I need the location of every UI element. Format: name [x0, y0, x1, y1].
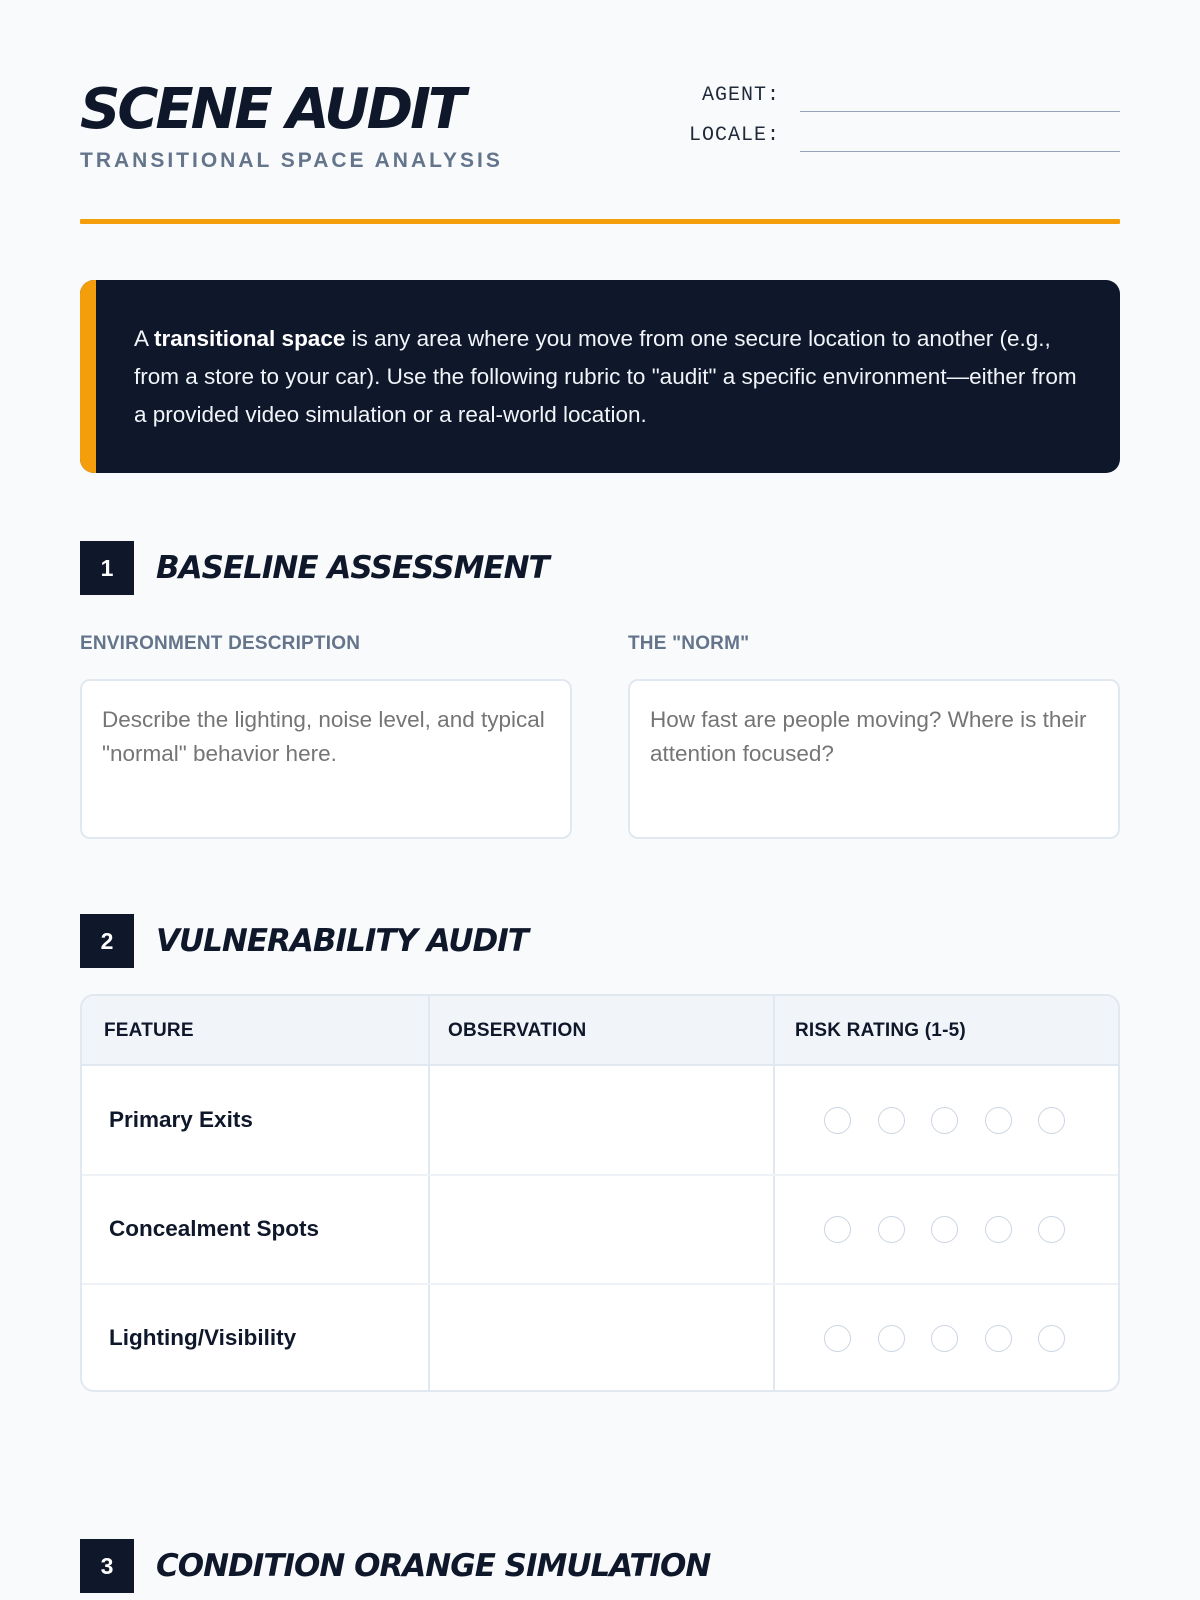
rating-radio-2[interactable]: [878, 1325, 905, 1352]
risk-rating-group: [824, 1066, 1065, 1174]
agent-label: AGENT:: [701, 84, 780, 107]
column-header-observation: OBSERVATION: [448, 1020, 587, 1041]
rating-radio-5[interactable]: [1038, 1325, 1065, 1352]
feature-label: Concealment Spots: [109, 1216, 320, 1241]
locale-row: [680, 120, 1120, 160]
section-number-badge: 3: [80, 1539, 134, 1593]
rating-radio-5[interactable]: [1038, 1107, 1065, 1134]
agent-row: [680, 80, 1120, 120]
rating-radio-4[interactable]: [985, 1325, 1012, 1352]
agent-locale-fields: [680, 80, 1120, 160]
observation-cell[interactable]: [428, 1175, 768, 1283]
vulnerability-table: [80, 994, 1120, 1392]
norm-field: [628, 633, 1120, 655]
environment-description-input[interactable]: [80, 679, 572, 839]
rating-radio-1[interactable]: [824, 1325, 851, 1352]
feature-label: Lighting/Visibility: [109, 1325, 297, 1350]
rating-radio-4[interactable]: [985, 1107, 1012, 1134]
rating-radio-3[interactable]: [931, 1325, 958, 1352]
rating-radio-3[interactable]: [931, 1216, 958, 1243]
field-label: THE "NORM": [628, 633, 750, 654]
worksheet-header: [80, 77, 1120, 230]
section-vulnerability-header: [80, 914, 528, 968]
page-title: SCENE AUDIT: [80, 77, 464, 142]
section-number-badge: 2: [80, 914, 134, 968]
risk-rating-group: [824, 1284, 1065, 1392]
section-baseline-header: [80, 541, 549, 595]
header-divider: [80, 219, 1120, 224]
section-condition-orange-header: [80, 1539, 710, 1593]
table-row: [82, 1175, 1118, 1283]
rating-radio-2[interactable]: [878, 1216, 905, 1243]
norm-input[interactable]: [628, 679, 1120, 839]
rating-radio-2[interactable]: [878, 1107, 905, 1134]
section-number-badge: 1: [80, 541, 134, 595]
section-title: BASELINE ASSESSMENT: [156, 550, 549, 586]
rating-radio-5[interactable]: [1038, 1216, 1065, 1243]
environment-description-field: [80, 633, 572, 655]
rating-radio-1[interactable]: [824, 1107, 851, 1134]
table-row: [82, 1284, 1118, 1392]
intro-body: is any area where you move from one secure location to another (e.g., from a store to your car). Use the following rubric to "audit" a specific environment—either from a provided video simulation or a real-world location.: [134, 326, 1077, 427]
intro-text: [134, 320, 1080, 434]
risk-rating-group: [824, 1175, 1065, 1283]
rating-radio-4[interactable]: [985, 1216, 1012, 1243]
agent-field[interactable]: [800, 111, 1120, 112]
column-header-risk-rating: RISK RATING (1-5): [795, 1020, 966, 1041]
table-row: [82, 1066, 1118, 1174]
rating-radio-1[interactable]: [824, 1216, 851, 1243]
observation-cell[interactable]: [428, 1066, 768, 1174]
section-title: CONDITION ORANGE SIMULATION: [156, 1548, 711, 1584]
locale-label: LOCALE:: [688, 124, 780, 147]
locale-field[interactable]: [800, 151, 1120, 152]
feature-label: Primary Exits: [109, 1107, 253, 1132]
intro-card: [80, 280, 1120, 473]
rating-radio-3[interactable]: [931, 1107, 958, 1134]
intro-prefix: A: [134, 326, 155, 351]
page-subtitle: TRANSITIONAL SPACE ANALYSIS: [80, 149, 503, 172]
intro-accent-bar: [80, 280, 96, 473]
intro-term: transitional space: [154, 326, 346, 351]
field-label: ENVIRONMENT DESCRIPTION: [80, 633, 361, 654]
observation-cell[interactable]: [428, 1284, 768, 1392]
table-header-row: [82, 996, 1118, 1066]
column-header-feature: FEATURE: [104, 1020, 194, 1041]
section-title: VULNERABILITY AUDIT: [156, 923, 528, 959]
